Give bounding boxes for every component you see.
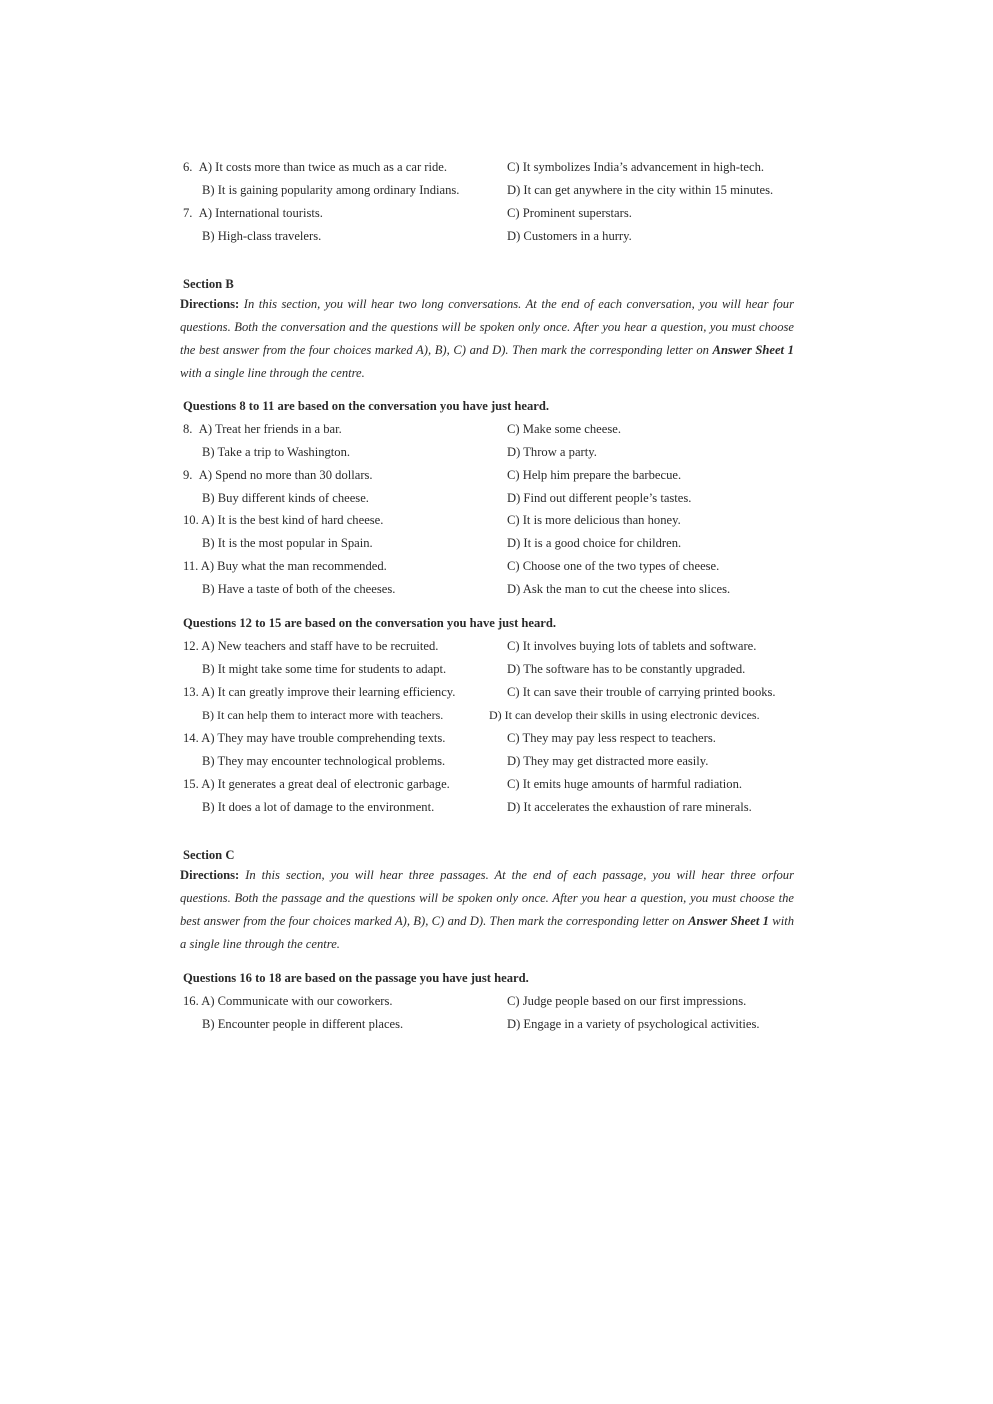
q10-option-d: D) It is a good choice for children. bbox=[507, 536, 682, 550]
q13-number: 13. bbox=[183, 685, 199, 699]
q6-option-b: B) It is gaining popularity among ordinary Indians. bbox=[202, 183, 460, 197]
q15-option-b: B) It does a lot of damage to the environment. bbox=[202, 800, 435, 814]
q16-option-b: B) Encounter people in different places. bbox=[202, 1017, 404, 1031]
q6-option-c: C) It symbolizes India’s advancement in high-tech. bbox=[507, 160, 765, 174]
section-b-directions-tail: with a single line through the centre. bbox=[180, 366, 365, 380]
q13-a-text: A) It can greatly improve their learning efficiency. bbox=[201, 685, 456, 699]
q7-number: 7. bbox=[183, 206, 193, 220]
q7-option-b: B) High-class travelers. bbox=[202, 229, 322, 243]
q16-option-d: D) Engage in a variety of psychological activities. bbox=[507, 1017, 760, 1031]
q11-option-c: C) Choose one of the two types of cheese. bbox=[507, 559, 720, 573]
section-b-directions-lead: Directions: bbox=[180, 297, 240, 311]
q16-number: 16. bbox=[183, 994, 199, 1008]
q14-option-d: D) They may get distracted more easily. bbox=[507, 754, 709, 768]
q11-a-text: A) Buy what the man recommended. bbox=[200, 559, 387, 573]
q10-option-b: B) It is the most popular in Spain. bbox=[202, 536, 373, 550]
q12-number: 12. bbox=[183, 639, 199, 653]
q14-a-text: A) They may have trouble comprehending texts. bbox=[201, 731, 446, 745]
q9-option-b: B) Buy different kinds of cheese. bbox=[202, 491, 369, 505]
section-b-directions bbox=[180, 293, 794, 385]
q8-number: 8. bbox=[183, 422, 193, 436]
q12-option-d: D) The software has to be constantly upgraded. bbox=[507, 662, 746, 676]
q7-option-d: D) Customers in a hurry. bbox=[507, 229, 632, 243]
section-b-answer-sheet: Answer Sheet 1 bbox=[712, 343, 794, 357]
q15-option-d: D) It accelerates the exhaustion of rare minerals. bbox=[507, 800, 752, 814]
q9-option-a bbox=[183, 465, 373, 485]
q7-a-text: A) International tourists. bbox=[198, 206, 323, 220]
q8-option-a bbox=[183, 419, 342, 439]
q8-option-d: D) Throw a party. bbox=[507, 445, 597, 459]
q10-a-text: A) It is the best kind of hard cheese. bbox=[201, 513, 384, 527]
q7-option-c: C) Prominent superstars. bbox=[507, 206, 632, 220]
q13-option-a bbox=[183, 682, 455, 702]
q10-option-a bbox=[183, 510, 383, 530]
section-b-title: Section B bbox=[183, 277, 234, 291]
q14-option-b: B) They may encounter technological problems. bbox=[202, 754, 446, 768]
section-c-answer-sheet: Answer Sheet 1 bbox=[688, 914, 769, 928]
group-12-15-heading: Questions 12 to 15 are based on the conversation you have just heard. bbox=[183, 616, 557, 630]
q10-option-c: C) It is more delicious than honey. bbox=[507, 513, 681, 527]
q12-option-b: B) It might take some time for students to adapt. bbox=[202, 662, 447, 676]
q14-option-c: C) They may pay less respect to teachers. bbox=[507, 731, 716, 745]
q12-option-c: C) It involves buying lots of tablets and software. bbox=[507, 639, 757, 653]
q16-a-text: A) Communicate with our coworkers. bbox=[201, 994, 393, 1008]
group-8-11-heading: Questions 8 to 11 are based on the conversation you have just heard. bbox=[183, 399, 550, 413]
q12-a-text: A) New teachers and staff have to be recruited. bbox=[201, 639, 439, 653]
q14-option-a bbox=[183, 728, 445, 748]
q15-option-c: C) It emits huge amounts of harmful radiation. bbox=[507, 777, 743, 791]
q12-option-a bbox=[183, 636, 438, 656]
section-b-directions-text: In this section, you will hear two long conversations. At the end of each conversation, you will hear four questions. Both the conversation and the questions will be spoken only once. After you hear a question, you must choose the best answer from the four choices marked A), B), C) and D). Then mark the corresponding letter on bbox=[180, 297, 794, 357]
q15-option-a bbox=[183, 774, 450, 794]
q15-a-text: A) It generates a great deal of electronic garbage. bbox=[201, 777, 450, 791]
q14-number: 14. bbox=[183, 731, 199, 745]
group-16-18-heading: Questions 16 to 18 are based on the passage you have just heard. bbox=[183, 971, 529, 985]
q9-option-c: C) Help him prepare the barbecue. bbox=[507, 468, 682, 482]
q15-number: 15. bbox=[183, 777, 199, 791]
q6-option-d: D) It can get anywhere in the city within 15 minutes. bbox=[507, 183, 774, 197]
section-c-directions-text: In this section, you will hear three passages. At the end of each passage, you will hear three orfour questions. Both the passage and the questions will be spoken only once. After you hear a question, you must choose the best answer from the four choices marked A), B), C) and D). Then mark the corresponding letter on bbox=[180, 868, 794, 928]
q8-a-text: A) Treat her friends in a bar. bbox=[198, 422, 342, 436]
q7-option-a bbox=[183, 203, 323, 223]
q6-number: 6. bbox=[183, 160, 193, 174]
q16-option-c: C) Judge people based on our first impressions. bbox=[507, 994, 747, 1008]
q11-option-a bbox=[183, 556, 387, 576]
q9-a-text: A) Spend no more than 30 dollars. bbox=[198, 468, 373, 482]
q11-number: 11. bbox=[183, 559, 199, 573]
section-c-title: Section C bbox=[183, 848, 235, 862]
q9-option-d: D) Find out different people’s tastes. bbox=[507, 491, 692, 505]
q6-option-a bbox=[183, 157, 447, 177]
q9-number: 9. bbox=[183, 468, 193, 482]
q13-option-d: D) It can develop their skills in using electronic devices. bbox=[489, 708, 760, 722]
section-c-directions-lead: Directions: bbox=[180, 868, 240, 882]
q6-a-text: A) It costs more than twice as much as a car ride. bbox=[198, 160, 448, 174]
q11-option-d: D) Ask the man to cut the cheese into slices. bbox=[507, 582, 731, 596]
q11-option-b: B) Have a taste of both of the cheeses. bbox=[202, 582, 396, 596]
q13-option-b: B) It can help them to interact more with teachers. bbox=[202, 708, 444, 722]
section-c-directions bbox=[180, 864, 794, 956]
q16-option-a bbox=[183, 991, 393, 1011]
q10-number: 10. bbox=[183, 513, 199, 527]
q13-option-c: C) It can save their trouble of carrying printed books. bbox=[507, 685, 776, 699]
section-c-directions-tail: with a single line through the centre. bbox=[180, 914, 794, 951]
q8-option-c: C) Make some cheese. bbox=[507, 422, 622, 436]
q8-option-b: B) Take a trip to Washington. bbox=[202, 445, 351, 459]
